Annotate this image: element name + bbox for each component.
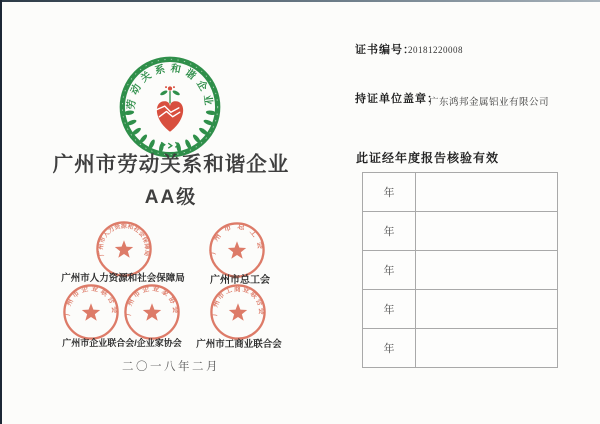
- star-icon: [228, 241, 246, 258]
- seal-label-hr-bureau: 广州市人力资源和社会保障局: [61, 273, 185, 284]
- svg-text:广州市企业家协会: 广州市企业家协会: [125, 285, 179, 316]
- table-row: [363, 328, 557, 367]
- star-icon: [143, 303, 161, 320]
- seal-label-industry-commerce: 广州市工商业联合会: [196, 339, 282, 350]
- year-cell: 年: [363, 290, 416, 328]
- year-cell: 年: [363, 251, 416, 289]
- table-row: [363, 250, 557, 289]
- holder-stamp-label: 持证单位盖章：: [355, 93, 439, 105]
- cert-number-value: 20181220008: [408, 45, 463, 55]
- emblem-arc-text: 劳动关系和谐企业: [126, 63, 214, 111]
- table-row: [363, 289, 557, 328]
- table-row: [363, 173, 557, 211]
- year-cell: 年: [363, 329, 416, 367]
- seal-industry-commerce-federation: [209, 283, 267, 341]
- svg-text:广州市企业联合会: 广州市企业联合会: [64, 285, 118, 316]
- record-cell: [416, 290, 557, 328]
- annual-verification-note: 此证经年度报告核验有效: [356, 151, 500, 165]
- issue-date: 二〇一八年二月: [122, 361, 220, 373]
- record-cell: [416, 212, 557, 250]
- svg-text:广州市工商业联合会: 广州市工商业联合会: [211, 285, 265, 317]
- sprout-icon: [160, 86, 181, 103]
- year-cell: 年: [363, 212, 416, 250]
- certificate-right-page: [342, 0, 600, 424]
- certificate-title: 广州市劳动关系和谐企业: [52, 153, 290, 176]
- star-icon: [82, 303, 100, 320]
- verification-table: [362, 172, 558, 368]
- record-cell: [416, 251, 557, 289]
- record-cell: [416, 173, 557, 211]
- year-cell: 年: [363, 173, 416, 211]
- seal-entrepreneurs-association: [123, 283, 181, 341]
- svg-text:广州市人力资源和社会保障局: 广州市人力资源和社会保障局: [98, 223, 150, 257]
- heart-handshake-icon: [157, 101, 183, 132]
- holder-company-name: 广东鸿邦金属铝业有限公司: [429, 98, 550, 108]
- seal-enterprise-federation: [62, 283, 120, 341]
- record-cell: [416, 329, 557, 367]
- table-row: [363, 211, 557, 250]
- star-icon: [115, 240, 133, 257]
- star-icon: [229, 303, 247, 320]
- seal-label-enterprise-federation: 广州市企业联合会/企业家协会: [62, 338, 182, 348]
- certificate-grade: AA级: [144, 187, 198, 208]
- seal-label-trade-union: 广州市总工会: [210, 275, 270, 286]
- svg-text:广州市总工会: 广州市总工会: [208, 221, 266, 255]
- harmonious-enterprise-emblem-logo: [117, 54, 223, 160]
- cert-number-label: 证书编号：: [355, 44, 415, 56]
